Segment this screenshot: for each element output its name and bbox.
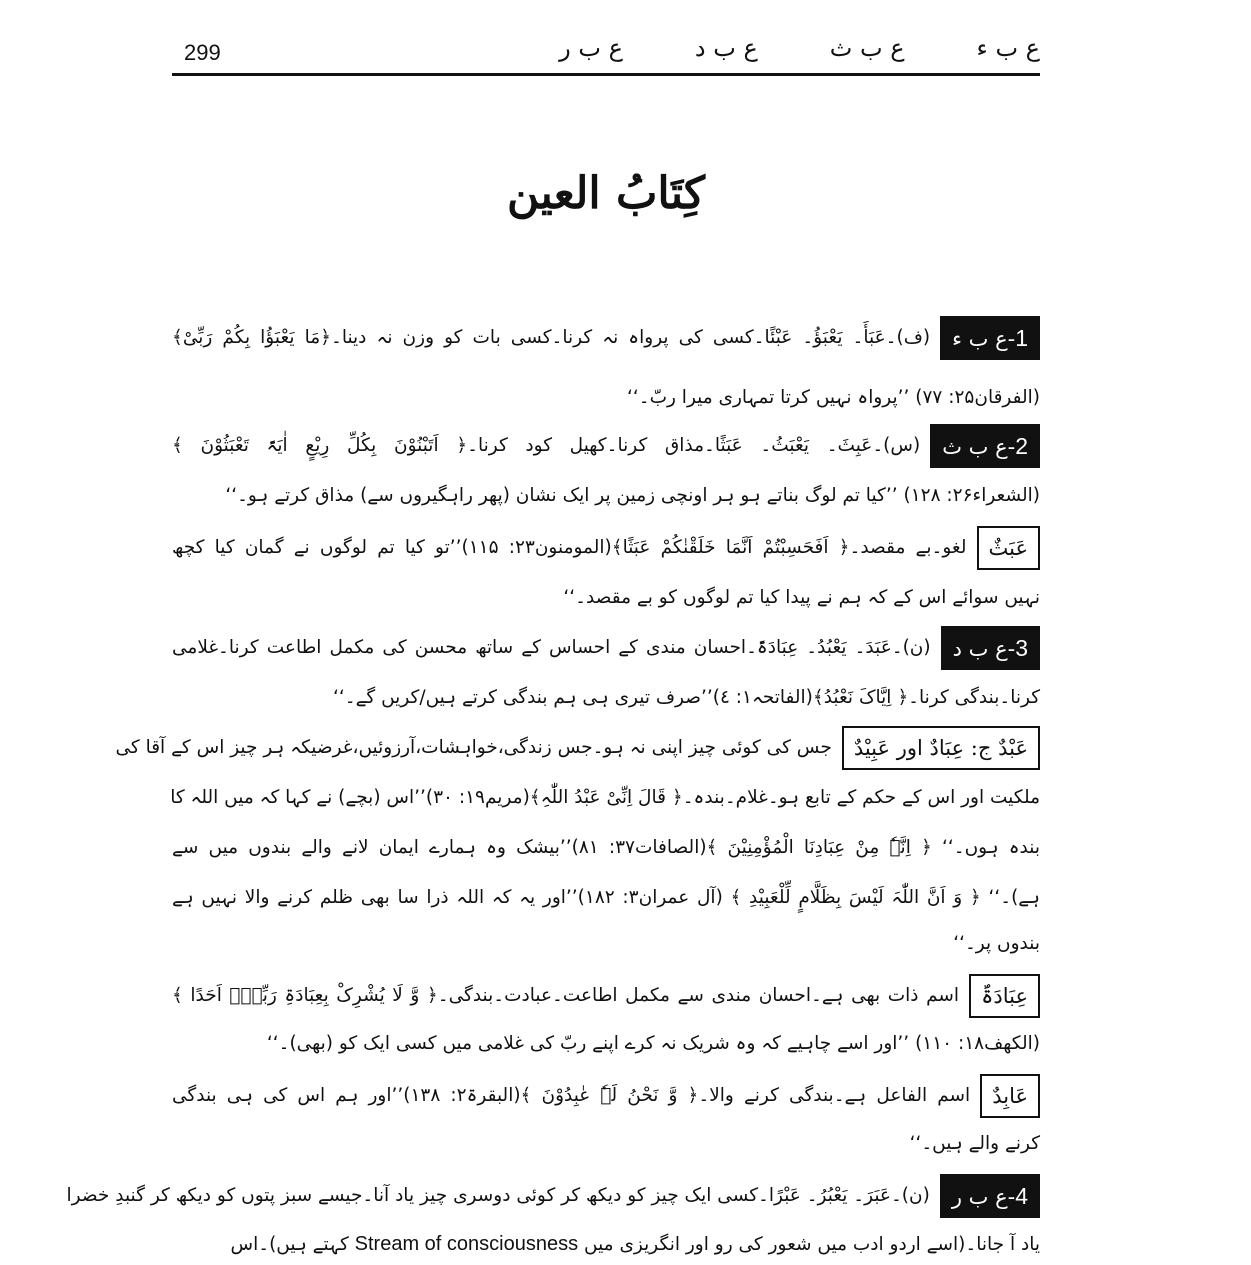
root-tag: 4-ع ب ر — [940, 1174, 1040, 1218]
root-number: 1 — [1015, 325, 1028, 351]
sub-entry-box: عَابِدٌ — [980, 1074, 1040, 1118]
entry-line — [172, 1024, 1040, 1064]
entry-text: کرنے والے ہیں۔‘‘ — [909, 1133, 1040, 1154]
dictionary-page — [66, 30, 1040, 1255]
entry-line — [172, 578, 1040, 618]
entry-text: اسم ذات بھی ہے۔احسان مندی سے مکمل اطاعت۔عبادت۔بندگی۔﴿ وَّ لَا یُشْرِکْ بِعِبَادَۃِ رَبِّہٖۤ اَحَدًا ﴾ — [172, 985, 960, 1006]
entry-line — [172, 778, 1040, 818]
entry-line — [172, 1224, 1040, 1264]
chapter-title: کِتَابُ العین — [507, 168, 705, 219]
entry-text: (ف)۔عَبَأَ۔ یَعْبَؤُ۔ عَبْئًا۔کسی کی پرواہ نہ کرنا۔کسی بات کو وزن نہ دینا۔﴿مَا یَعْبَؤُا بِکُمْ رَبِّیْ﴾ — [172, 327, 931, 348]
sub-entry-box: عَبَثٌ — [977, 526, 1041, 570]
entry-line — [115, 726, 1040, 766]
root-tag: 1-ع ب ء — [940, 316, 1040, 360]
entry-text: بندہ ہوں۔‘‘ ﴿ اِنَّہٗ مِنْ عِبَادِنَا الْمُؤْمِنِیْنَ ﴾(الصافات۳۷: ۸۱)’’بیشک وہ ہمارے ایمان لانے والے بندوں میں سے — [172, 837, 1040, 858]
entry-line — [172, 1074, 1040, 1114]
header-divider — [172, 73, 1040, 76]
page-header — [172, 30, 1040, 72]
sub-entry-box: عَبْدٌ ج: عِبَادٌ اور عَبِیْدٌ — [842, 726, 1040, 770]
entry-text: کہتے ہیں)۔اس — [230, 1234, 349, 1255]
sub-entry-box: عِبَادَۃٌ — [969, 974, 1040, 1018]
entry-line — [172, 378, 1040, 418]
entry-text: اسم الفاعل ہے۔بندگی کرنے والا۔﴿ وَّ نَحْنُ لَہٗ عٰبِدُوْنَ ﴾(البقرۃ۲: ۱۳۸)’’اور ہم اس کی ہی بندگی — [172, 1085, 971, 1106]
header-word: ع ب ر — [559, 34, 623, 62]
header-guide-words — [559, 34, 1040, 62]
root-number: 4 — [1015, 1183, 1028, 1209]
entry-line — [172, 316, 1040, 356]
entry-line — [172, 626, 1040, 666]
entry-text: (الشعراء۲۶: ۱۲۸) ’’کیا تم لوگ بناتے ہو ہر اونچی زمین پر ایک نشان (پھر راہگیروں سے) مذاق کرتے ہو۔‘‘ — [225, 485, 1040, 506]
root-number: 3 — [1015, 635, 1028, 661]
entry-text: بندوں پر۔‘‘ — [953, 933, 1040, 954]
entry-text: لغو۔بے مقصد۔﴿ اَفَحَسِبْتُمْ اَنَّمَا خَلَقْنٰکُمْ عَبَثًا﴾(المومنون۲۳: ۱۱۵)’’تو کیا تم لوگوں نے گمان کیا کچھ — [172, 537, 967, 558]
entry-line — [172, 1124, 1040, 1164]
entry-text: (ن)۔عَبَدَ۔ یَعْبُدُ۔ عِبَادَۃً۔احسان مندی کے احساس کے ساتھ محسن کی مکمل اطاعت کرنا۔غلامی — [172, 637, 931, 658]
root-letters: ع ب ر — [951, 1185, 1008, 1209]
entry-line — [172, 878, 1040, 918]
entry-text: (ن)۔عَبَرَ۔ یَعْبُرُ۔ عَبْرًا۔کسی ایک چیز کو دیکھ کر کوئی دوسری چیز یاد آنا۔جیسے سبز پتوں کو دیکھ کر گنبدِ خضرا — [66, 1185, 930, 1206]
entry-line — [66, 1174, 1040, 1214]
page-number: 299 — [184, 40, 221, 65]
entry-text: جس کی کوئی چیز اپنی نہ ہو۔جس زندگی،خواہشات،آرزوئیں،غرضیکہ ہر چیز اس کے آقا کی — [115, 737, 832, 758]
entry-text: (س)۔عَبِثَ۔ یَعْبَثُ۔ عَبَثًا۔مذاق کرنا۔کھیل کود کرنا۔﴿ اَتَبْنُوْنَ بِکُلِّ رِیْعٍ اٰیَۃً تَعْبَثُوْنَ ﴾ — [172, 435, 921, 456]
header-word: ع ب ث — [829, 34, 905, 62]
entry-text: (الفرقان۲۵: ۷۷) ’’پرواہ نہیں کرتا تمہاری میرا ربّ۔‘‘ — [626, 387, 1040, 408]
root-number: 2 — [1015, 433, 1028, 459]
entry-text: ملکیت اور اس کے حکم کے تابع ہو۔غلام۔بندہ۔﴿ قَالَ اِنِّیْ عَبْدُ اللّٰہِ﴾(مریم۱۹: ۳۰)’’اس (بچے) نے کہا کہ میں اللہ کا — [170, 787, 1040, 808]
root-tag: 3-ع ب د — [941, 626, 1040, 670]
english-term: Stream of consciousness — [354, 1233, 579, 1255]
entry-line — [172, 476, 1040, 516]
entry-line — [172, 974, 1040, 1014]
entry-line — [172, 526, 1040, 566]
entry-text: ہے)۔‘‘ ﴿ وَ اَنَّ اللّٰہَ لَیْسَ بِظَلَّامٍ لِّلْعَبِیْدِ ﴾ (آل عمران۳: ۱۸۲)’’اور یہ کہ اللہ ذرا سا بھی ظلم کرنے والا نہیں ہے — [172, 887, 1040, 908]
root-letters: ع ب د — [952, 637, 1008, 661]
entry-text: یاد آ جانا۔(اسے اردو ادب میں شعور کی رو اور انگریزی میں — [583, 1234, 1040, 1255]
root-letters: ع ب ء — [952, 327, 1008, 351]
entry-line — [172, 924, 1040, 964]
entry-line — [172, 678, 1040, 718]
entry-text: نہیں سوائے اس کے کہ ہم نے پیدا کیا تم لوگوں کو بے مقصد۔‘‘ — [563, 587, 1040, 608]
entry-text: کرنا۔بندگی کرنا۔﴿ اِیَّاکَ نَعْبُدُ﴾(الفاتحہ۱: ٤)’’صرف تیری ہی ہم بندگی کرتے ہیں/کریں گے۔‘‘ — [332, 687, 1040, 708]
entry-text: (الکھف۱۸: ۱۱۰) ’’اور اسے چاہیے کہ وہ شریک نہ کرے اپنے ربّ کی غلامی میں کسی ایک کو (بھی)۔‘‘ — [266, 1033, 1040, 1054]
header-word: ع ب ء — [976, 34, 1040, 62]
root-letters: ع ب ث — [942, 435, 1008, 459]
entry-line — [172, 424, 1040, 464]
header-word: ع ب د — [694, 34, 758, 62]
entry-line — [172, 828, 1040, 868]
root-tag: 2-ع ب ث — [930, 424, 1040, 468]
